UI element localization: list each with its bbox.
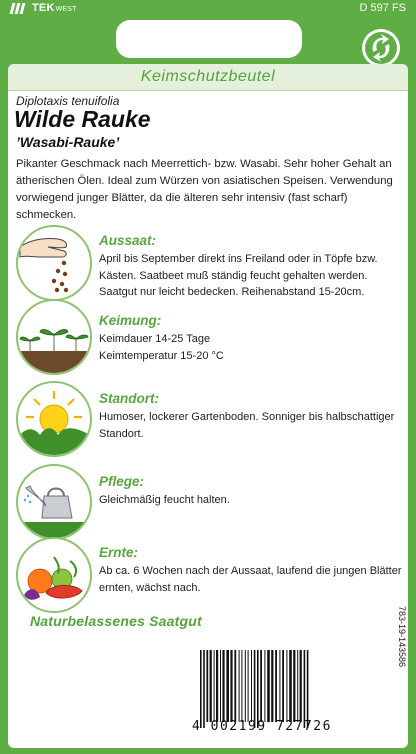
section-text bbox=[99, 331, 405, 364]
barcode-bar bbox=[297, 650, 298, 722]
brand-logo bbox=[10, 2, 77, 14]
barcode-bar bbox=[282, 650, 284, 722]
seedlings-icon bbox=[16, 299, 92, 375]
section-title: Standort: bbox=[99, 391, 159, 406]
barcode-bar bbox=[279, 650, 280, 722]
variety-name: ’Wasabi-Rauke’ bbox=[16, 134, 120, 150]
brand-name: TEKWEST bbox=[32, 2, 77, 14]
barcode-bar bbox=[245, 650, 246, 722]
barcode-bar bbox=[230, 650, 232, 722]
section-text: April bis September direkt ins Freiland oder in Töpfe bzw. Kästen. Saatbeet muß ständig feucht gehalten werden. Saatgut nur leicht bedecken. Reihenabstand 15-20cm. bbox=[99, 253, 378, 298]
barcode-bar bbox=[293, 650, 295, 722]
barcode-bar bbox=[260, 650, 262, 722]
section-text-line: Keimtemperatur 15-20 °C bbox=[99, 349, 224, 362]
sowing-hand-icon bbox=[16, 225, 92, 301]
barcode-bar bbox=[275, 650, 277, 722]
blank-label-box bbox=[116, 20, 302, 58]
section-title: Keimung: bbox=[99, 313, 162, 328]
product-code: D 597 FS bbox=[359, 2, 406, 14]
barcode-bar bbox=[264, 650, 265, 722]
barcode-bar bbox=[300, 650, 302, 722]
barcode-bar bbox=[271, 650, 273, 722]
section-title: Pflege: bbox=[99, 474, 145, 489]
barcode-bar bbox=[210, 650, 212, 722]
barcode-bar bbox=[286, 650, 287, 722]
barcode-bar bbox=[257, 650, 259, 728]
footer-motto: Naturbelassenes Saatgut bbox=[30, 613, 202, 629]
latin-name: Diplotaxis tenuifolia bbox=[16, 94, 120, 108]
barcode-bar bbox=[241, 650, 242, 722]
sun-icon bbox=[16, 381, 92, 457]
barcode-bar bbox=[234, 650, 236, 722]
section-text: Ab ca. 6 Wochen nach der Aussaat, laufend die jungen Blätter ernten, wächst nach. bbox=[99, 565, 402, 594]
barcode-bar bbox=[289, 650, 292, 722]
section-text-line: Keimdauer 14-25 Tage bbox=[99, 333, 211, 345]
barcode-bar bbox=[239, 650, 240, 722]
barcode-bar bbox=[251, 650, 252, 722]
barcode-bar bbox=[304, 650, 306, 728]
watering-can-icon bbox=[16, 464, 92, 540]
barcode-bar bbox=[206, 650, 208, 722]
barcode-bar bbox=[267, 650, 270, 722]
barcode-bar bbox=[226, 650, 229, 722]
barcode-bar bbox=[200, 650, 202, 728]
barcode-bar bbox=[214, 650, 215, 722]
barcode-bar bbox=[203, 650, 205, 728]
barcode-bar bbox=[216, 650, 218, 722]
side-code: 783-19-143586 bbox=[397, 606, 407, 668]
barcode-bar bbox=[307, 650, 309, 728]
brand-mark-icon bbox=[10, 2, 28, 14]
green-dot-recycling-icon bbox=[361, 28, 401, 68]
barcode-bar bbox=[248, 650, 249, 722]
section-title: Aussaat: bbox=[99, 233, 157, 248]
section-text: Gleichmäßig feucht halten. bbox=[99, 494, 230, 506]
barcode-bar bbox=[220, 650, 221, 722]
section-title: Ernte: bbox=[99, 545, 139, 560]
product-description: Pikanter Geschmack nach Meerrettich- bzw. Wasabi. Sehr hoher Gehalt an ätherischen Ölen. Ideal zum Würzen von asiatischen Speisen. Verwendung vorwiegend junger Blätter, da die älteren sehr intensiv (fast scharf) schmecken. bbox=[16, 158, 393, 221]
product-name: Wilde Rauke bbox=[14, 106, 151, 132]
vegetables-icon bbox=[16, 537, 92, 613]
barcode-bar bbox=[222, 650, 224, 722]
section-text: Humoser, lockerer Gartenboden. Sonniger bis halbschattiger Standort. bbox=[99, 411, 395, 440]
barcode-number: 4 002199 727726 bbox=[192, 719, 332, 734]
barcode-bar bbox=[254, 650, 256, 728]
banner-title: Keimschutzbeutel bbox=[140, 68, 276, 85]
